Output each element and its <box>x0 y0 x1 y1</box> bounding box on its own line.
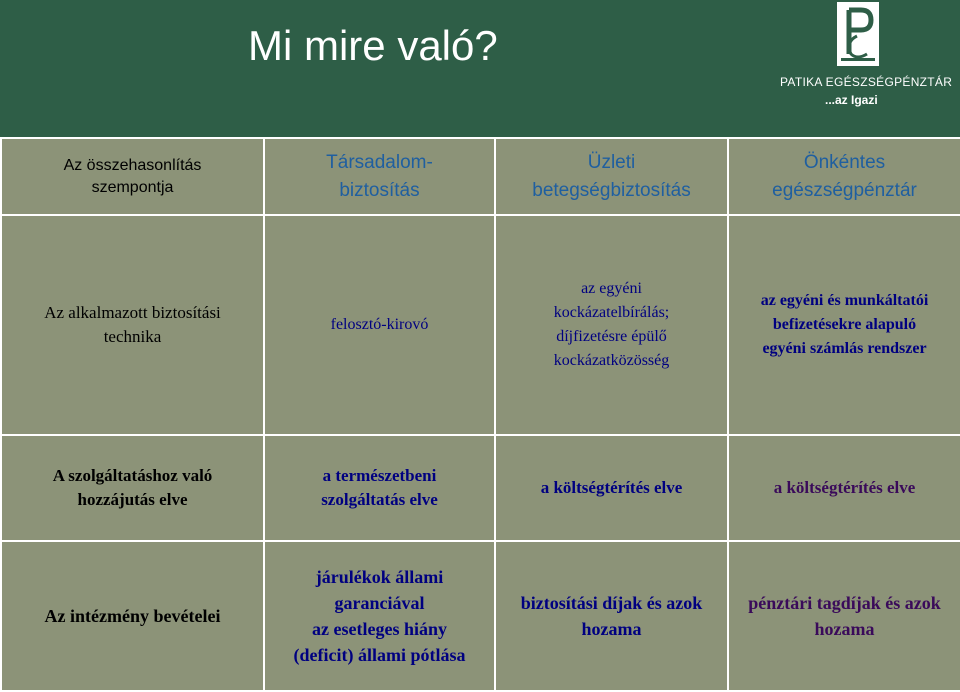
row-label-technique: Az alkalmazott biztosítási technika <box>1 215 264 435</box>
patika-logo <box>780 2 955 112</box>
comparison-table <box>0 137 960 692</box>
logo-mark-icon <box>837 2 879 66</box>
cell-access-social: a természetbeni szolgáltatás elve <box>264 435 495 541</box>
cell-technique-voluntary: az egyéni és munkáltatói befizetésekre alapuló egyéni számlás rendszer <box>728 215 960 435</box>
page-title: Mi mire való? <box>248 22 498 69</box>
row-label-revenue: Az intézmény bevételei <box>1 541 264 691</box>
cell-revenue-voluntary: pénztári tagdíjak és azok hozama <box>728 541 960 691</box>
cell-access-voluntary: a költségtérítés elve <box>728 435 960 541</box>
cell-access-business: a költségtérítés elve <box>495 435 728 541</box>
column-header-business-insurance: Üzleti betegségbiztosítás <box>495 138 728 215</box>
row-label-access: A szolgáltatáshoz való hozzájutás elve <box>1 435 264 541</box>
cell-technique-business: az egyéni kockázatelbírálás; díjfizetésre épülő kockázatközösség <box>495 215 728 435</box>
column-header-voluntary-fund: Önkéntes egészségpénztár <box>728 138 960 215</box>
table-header-row <box>1 138 960 215</box>
cell-technique-social: felosztó-kirovó <box>264 215 495 435</box>
cell-revenue-business: biztosítási díjak és azok hozama <box>495 541 728 691</box>
table-row <box>1 541 960 691</box>
column-header-criteria: Az összehasonlítás szempontja <box>1 138 264 215</box>
table-row <box>1 215 960 435</box>
header-bar <box>0 0 960 137</box>
cell-revenue-social: járulékok állami garanciával az esetleges hiány (deficit) állami pótlása <box>264 541 495 691</box>
logo-tagline: ...az Igazi <box>825 93 878 107</box>
column-header-social-insurance: Társadalom- biztosítás <box>264 138 495 215</box>
logo-name: PATIKA EGÉSZSÉGPÉNZTÁR <box>780 75 953 89</box>
table-row <box>1 435 960 541</box>
